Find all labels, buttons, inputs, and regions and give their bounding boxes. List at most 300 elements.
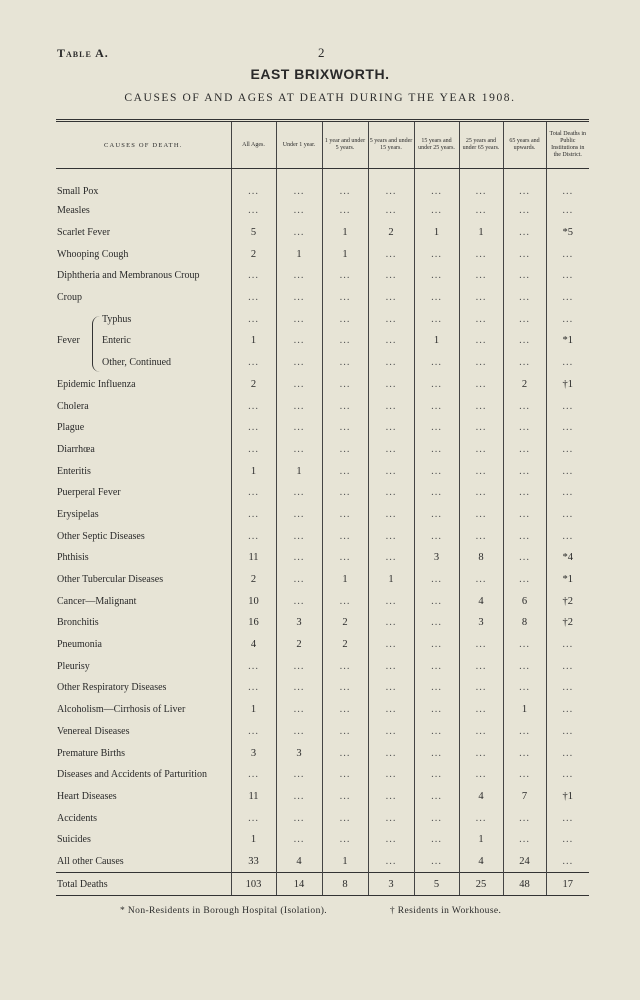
value-cell: ... bbox=[503, 222, 546, 244]
value-cell: ... bbox=[546, 482, 589, 504]
table-row bbox=[56, 222, 589, 244]
table-row bbox=[56, 612, 589, 634]
value-cell: ... bbox=[276, 417, 322, 439]
value-cell: ... bbox=[368, 169, 414, 201]
value-cell: ... bbox=[368, 655, 414, 677]
value-cell: 2 bbox=[503, 374, 546, 396]
value-cell: ... bbox=[276, 807, 322, 829]
value-cell: ... bbox=[368, 677, 414, 699]
value-cell: †2 bbox=[546, 612, 589, 634]
value-cell: ... bbox=[503, 742, 546, 764]
cause-cell bbox=[56, 417, 231, 439]
value-cell: ... bbox=[322, 807, 368, 829]
value-cell: ... bbox=[459, 265, 503, 287]
value-cell: ... bbox=[322, 829, 368, 851]
cause-cell bbox=[56, 169, 231, 201]
value-cell: ... bbox=[459, 308, 503, 330]
value-cell: ... bbox=[414, 699, 459, 721]
value-cell: 2 bbox=[368, 222, 414, 244]
table-row bbox=[56, 308, 589, 330]
cause-cell bbox=[56, 330, 231, 352]
value-cell: ... bbox=[414, 439, 459, 461]
column-header: Total Deaths in Public Institutions in the District. bbox=[546, 121, 589, 169]
value-cell: 2 bbox=[231, 569, 276, 591]
value-cell: ... bbox=[322, 265, 368, 287]
cause-label: Alcoholism—Cirrhosis of Liver bbox=[57, 704, 186, 716]
value-cell: ... bbox=[503, 439, 546, 461]
value-cell: ... bbox=[459, 352, 503, 374]
value-cell: ... bbox=[414, 352, 459, 374]
cause-cell bbox=[56, 439, 231, 461]
cause-label: Epidemic Influenza bbox=[57, 378, 136, 390]
value-cell: ... bbox=[368, 851, 414, 873]
cause-cell bbox=[56, 395, 231, 417]
value-cell: ... bbox=[503, 417, 546, 439]
cause-label: Pneumonia bbox=[57, 639, 102, 651]
total-row bbox=[56, 873, 589, 896]
value-cell: *4 bbox=[546, 547, 589, 569]
column-header: Under 1 year. bbox=[276, 121, 322, 169]
group-label: Fever bbox=[57, 335, 80, 347]
table-row bbox=[56, 460, 589, 482]
value-cell: ... bbox=[231, 439, 276, 461]
value-cell: *1 bbox=[546, 330, 589, 352]
value-cell: ... bbox=[368, 330, 414, 352]
value-cell: ... bbox=[322, 742, 368, 764]
value-cell: ... bbox=[414, 590, 459, 612]
value-cell: ... bbox=[414, 482, 459, 504]
table-row bbox=[56, 721, 589, 743]
value-cell: ... bbox=[503, 287, 546, 309]
value-cell: ... bbox=[322, 417, 368, 439]
table-row bbox=[56, 634, 589, 656]
value-cell: ... bbox=[459, 374, 503, 396]
column-header: 65 years and upwards. bbox=[503, 121, 546, 169]
table-row bbox=[56, 569, 589, 591]
cause-cell bbox=[56, 634, 231, 656]
table-row bbox=[56, 786, 589, 808]
value-cell: ... bbox=[414, 243, 459, 265]
cause-cell bbox=[56, 829, 231, 851]
column-header: 15 years and under 25 years. bbox=[414, 121, 459, 169]
column-header: CAUSES OF DEATH. bbox=[56, 121, 231, 169]
value-cell: ... bbox=[368, 742, 414, 764]
value-cell: ... bbox=[546, 655, 589, 677]
value-cell: ... bbox=[276, 308, 322, 330]
cause-cell bbox=[56, 200, 231, 222]
value-cell: ... bbox=[546, 807, 589, 829]
value-cell: ... bbox=[368, 504, 414, 526]
value-cell: ... bbox=[546, 851, 589, 873]
cause-label: Typhus bbox=[102, 313, 132, 325]
value-cell: ... bbox=[368, 243, 414, 265]
value-cell: ... bbox=[503, 525, 546, 547]
table-row bbox=[56, 764, 589, 786]
value-cell: ... bbox=[503, 460, 546, 482]
table-row bbox=[56, 851, 589, 873]
cause-label: Heart Diseases bbox=[57, 790, 117, 802]
column-header: 25 years and under 65 years. bbox=[459, 121, 503, 169]
value-cell: ... bbox=[276, 569, 322, 591]
cause-cell bbox=[56, 547, 231, 569]
value-cell: 4 bbox=[459, 786, 503, 808]
cause-label: Bronchitis bbox=[57, 617, 99, 629]
table-row bbox=[56, 547, 589, 569]
value-cell: 4 bbox=[459, 590, 503, 612]
cause-label: Accidents bbox=[57, 812, 97, 824]
cause-label: Other Tubercular Diseases bbox=[57, 574, 164, 586]
value-cell: ... bbox=[459, 330, 503, 352]
table-row bbox=[56, 807, 589, 829]
value-cell: ... bbox=[276, 764, 322, 786]
table-row bbox=[56, 169, 589, 201]
value-cell: ... bbox=[414, 655, 459, 677]
value-cell: ... bbox=[546, 417, 589, 439]
value-cell: ... bbox=[459, 807, 503, 829]
value-cell: ... bbox=[368, 525, 414, 547]
cause-cell bbox=[56, 612, 231, 634]
value-cell: ... bbox=[503, 764, 546, 786]
value-cell: ... bbox=[414, 395, 459, 417]
value-cell: ... bbox=[503, 482, 546, 504]
value-cell: ... bbox=[368, 699, 414, 721]
value-cell: ... bbox=[546, 243, 589, 265]
table-row bbox=[56, 265, 589, 287]
value-cell: ... bbox=[322, 439, 368, 461]
value-cell: ... bbox=[546, 352, 589, 374]
cause-label: Diarrhœa bbox=[57, 443, 95, 455]
cause-cell bbox=[56, 655, 231, 677]
value-cell: ... bbox=[276, 547, 322, 569]
value-cell: 1 bbox=[231, 330, 276, 352]
value-cell: ... bbox=[414, 677, 459, 699]
value-cell: ... bbox=[368, 721, 414, 743]
footnotes bbox=[120, 906, 561, 916]
column-header: 1 year and under 5 years. bbox=[322, 121, 368, 169]
value-cell: 3 bbox=[459, 612, 503, 634]
value-cell: ... bbox=[459, 243, 503, 265]
value-cell: ... bbox=[322, 482, 368, 504]
cause-label: Diphtheria and Membranous Croup bbox=[57, 270, 200, 282]
table-row bbox=[56, 525, 589, 547]
value-cell: 3 bbox=[276, 742, 322, 764]
cause-cell bbox=[56, 721, 231, 743]
value-cell: ... bbox=[503, 677, 546, 699]
value-cell: ... bbox=[414, 829, 459, 851]
value-cell: 1 bbox=[231, 829, 276, 851]
footnote-asterisk: * Non-Residents in Borough Hospital (Isolation). bbox=[120, 906, 328, 916]
cause-label: Phthisis bbox=[57, 552, 89, 564]
cause-label: Croup bbox=[57, 292, 82, 304]
value-cell: 1 bbox=[414, 330, 459, 352]
value-cell: ... bbox=[546, 265, 589, 287]
cause-label: Other, Continued bbox=[102, 357, 172, 369]
value-cell: ... bbox=[368, 612, 414, 634]
value-cell: ... bbox=[459, 460, 503, 482]
value-cell: ... bbox=[231, 169, 276, 201]
value-cell: ... bbox=[368, 786, 414, 808]
value-cell: ... bbox=[546, 200, 589, 222]
value-cell: ... bbox=[322, 764, 368, 786]
value-cell: ... bbox=[503, 829, 546, 851]
value-cell: ... bbox=[503, 352, 546, 374]
value-cell: ... bbox=[459, 395, 503, 417]
cause-label: Diseases and Accidents of Parturition bbox=[57, 769, 207, 781]
value-cell: ... bbox=[368, 308, 414, 330]
value-cell: 1 bbox=[322, 222, 368, 244]
value-cell: ... bbox=[414, 417, 459, 439]
value-cell: 33 bbox=[231, 851, 276, 873]
value-cell: 3 bbox=[231, 742, 276, 764]
value-cell: ... bbox=[414, 807, 459, 829]
value-cell: ... bbox=[546, 460, 589, 482]
total-value-cell: 3 bbox=[368, 873, 414, 896]
document-title: EAST BRIXWORTH. bbox=[250, 66, 390, 82]
value-cell: ... bbox=[546, 169, 589, 201]
header-row bbox=[56, 121, 589, 169]
total-value-cell: 5 bbox=[414, 873, 459, 896]
cause-cell bbox=[56, 504, 231, 526]
value-cell: 2 bbox=[231, 374, 276, 396]
table-row bbox=[56, 243, 589, 265]
value-cell: ... bbox=[503, 547, 546, 569]
value-cell: 16 bbox=[231, 612, 276, 634]
cause-label: Whooping Cough bbox=[57, 248, 129, 260]
value-cell: 4 bbox=[231, 634, 276, 656]
value-cell: †1 bbox=[546, 786, 589, 808]
value-cell: 10 bbox=[231, 590, 276, 612]
value-cell: ... bbox=[276, 677, 322, 699]
value-cell: ... bbox=[276, 525, 322, 547]
value-cell: ... bbox=[276, 200, 322, 222]
table-row bbox=[56, 699, 589, 721]
total-value-cell: 25 bbox=[459, 873, 503, 896]
value-cell: ... bbox=[231, 525, 276, 547]
cause-label: Puerperal Fever bbox=[57, 487, 121, 499]
value-cell: ... bbox=[231, 764, 276, 786]
value-cell: ... bbox=[414, 525, 459, 547]
table-row bbox=[56, 742, 589, 764]
value-cell: 24 bbox=[503, 851, 546, 873]
cause-label: Erysipelas bbox=[57, 508, 99, 520]
value-cell: ... bbox=[546, 721, 589, 743]
cause-cell bbox=[56, 525, 231, 547]
cause-cell bbox=[56, 699, 231, 721]
value-cell: ... bbox=[414, 764, 459, 786]
value-cell: ... bbox=[546, 677, 589, 699]
value-cell: ... bbox=[322, 169, 368, 201]
value-cell: 4 bbox=[276, 851, 322, 873]
value-cell: ... bbox=[231, 200, 276, 222]
value-cell: ... bbox=[322, 308, 368, 330]
value-cell: 3 bbox=[414, 547, 459, 569]
value-cell: 1 bbox=[231, 460, 276, 482]
value-cell: 1 bbox=[459, 222, 503, 244]
value-cell: ... bbox=[414, 287, 459, 309]
cause-label: Small Pox bbox=[57, 186, 99, 197]
total-value-cell: 48 bbox=[503, 873, 546, 896]
value-cell: ... bbox=[459, 504, 503, 526]
cause-cell bbox=[56, 374, 231, 396]
value-cell: ... bbox=[368, 417, 414, 439]
value-cell: ... bbox=[231, 504, 276, 526]
value-cell: ... bbox=[503, 569, 546, 591]
value-cell: ... bbox=[414, 504, 459, 526]
cause-cell bbox=[56, 569, 231, 591]
table-row bbox=[56, 504, 589, 526]
cause-cell bbox=[56, 742, 231, 764]
value-cell: ... bbox=[231, 807, 276, 829]
value-cell: ... bbox=[368, 634, 414, 656]
value-cell: ... bbox=[459, 721, 503, 743]
cause-label: Cancer—Malignant bbox=[57, 595, 137, 607]
value-cell: *1 bbox=[546, 569, 589, 591]
value-cell: ... bbox=[503, 200, 546, 222]
value-cell: ... bbox=[276, 265, 322, 287]
value-cell: ... bbox=[546, 634, 589, 656]
value-cell: ... bbox=[503, 308, 546, 330]
value-cell: 2 bbox=[322, 634, 368, 656]
value-cell: ... bbox=[276, 352, 322, 374]
value-cell: ... bbox=[322, 786, 368, 808]
value-cell: ... bbox=[459, 417, 503, 439]
value-cell: ... bbox=[322, 699, 368, 721]
value-cell: 2 bbox=[276, 634, 322, 656]
value-cell: 1 bbox=[231, 699, 276, 721]
value-cell: ... bbox=[503, 634, 546, 656]
table-label: Table A. bbox=[57, 46, 109, 60]
value-cell: ... bbox=[231, 677, 276, 699]
total-value-cell: 103 bbox=[231, 873, 276, 896]
value-cell: ... bbox=[276, 482, 322, 504]
table-row bbox=[56, 829, 589, 851]
cause-cell bbox=[56, 243, 231, 265]
value-cell: ... bbox=[322, 287, 368, 309]
value-cell: ... bbox=[231, 287, 276, 309]
cause-cell bbox=[56, 677, 231, 699]
table-row bbox=[56, 287, 589, 309]
value-cell: ... bbox=[231, 395, 276, 417]
table-row bbox=[56, 677, 589, 699]
value-cell: ... bbox=[276, 504, 322, 526]
value-cell: ... bbox=[231, 655, 276, 677]
value-cell: 1 bbox=[322, 569, 368, 591]
value-cell: ... bbox=[231, 352, 276, 374]
value-cell: ... bbox=[368, 460, 414, 482]
table-row bbox=[56, 417, 589, 439]
column-header: All Ages. bbox=[231, 121, 276, 169]
value-cell: ... bbox=[459, 525, 503, 547]
value-cell: ... bbox=[368, 482, 414, 504]
value-cell: ... bbox=[503, 395, 546, 417]
value-cell: ... bbox=[414, 742, 459, 764]
value-cell: ... bbox=[459, 287, 503, 309]
value-cell: ... bbox=[459, 169, 503, 201]
value-cell: ... bbox=[459, 482, 503, 504]
cause-label: All other Causes bbox=[57, 855, 124, 867]
value-cell: ... bbox=[322, 655, 368, 677]
value-cell: ... bbox=[322, 677, 368, 699]
value-cell: ... bbox=[322, 330, 368, 352]
value-cell: ... bbox=[322, 547, 368, 569]
cause-cell bbox=[56, 308, 231, 330]
value-cell: 2 bbox=[322, 612, 368, 634]
cause-cell bbox=[56, 786, 231, 808]
value-cell: ... bbox=[546, 308, 589, 330]
total-label: Total Deaths bbox=[56, 873, 231, 896]
value-cell: ... bbox=[459, 677, 503, 699]
value-cell: ... bbox=[546, 764, 589, 786]
table-row bbox=[56, 439, 589, 461]
value-cell: ... bbox=[459, 764, 503, 786]
value-cell: ... bbox=[231, 482, 276, 504]
column-header: 5 years and under 15 years. bbox=[368, 121, 414, 169]
value-cell: 3 bbox=[276, 612, 322, 634]
value-cell: ... bbox=[546, 525, 589, 547]
value-cell: ... bbox=[276, 395, 322, 417]
value-cell: ... bbox=[503, 169, 546, 201]
value-cell: ... bbox=[322, 460, 368, 482]
value-cell: ... bbox=[459, 439, 503, 461]
value-cell: ... bbox=[276, 222, 322, 244]
value-cell: ... bbox=[414, 612, 459, 634]
value-cell: ... bbox=[503, 265, 546, 287]
value-cell: *5 bbox=[546, 222, 589, 244]
value-cell: ... bbox=[503, 504, 546, 526]
document-subtitle: CAUSES OF AND AGES AT DEATH DURING THE YEAR 1908. bbox=[124, 92, 516, 104]
cause-label: Scarlet Fever bbox=[57, 227, 111, 239]
cause-label: Enteric bbox=[102, 335, 131, 347]
value-cell: 1 bbox=[459, 829, 503, 851]
cause-cell bbox=[56, 265, 231, 287]
cause-label: Other Respiratory Diseases bbox=[57, 682, 167, 694]
table-row bbox=[56, 352, 589, 374]
value-cell: 1 bbox=[414, 222, 459, 244]
value-cell: ... bbox=[414, 169, 459, 201]
table-row bbox=[56, 330, 589, 352]
cause-label: Cholera bbox=[57, 400, 89, 412]
cause-cell bbox=[56, 352, 231, 374]
value-cell: ... bbox=[231, 721, 276, 743]
cause-cell bbox=[56, 482, 231, 504]
cause-label: Enteritis bbox=[57, 465, 91, 477]
table-row bbox=[56, 590, 589, 612]
cause-label: Other Septic Diseases bbox=[57, 530, 145, 542]
value-cell: ... bbox=[546, 439, 589, 461]
cause-cell bbox=[56, 851, 231, 873]
value-cell: ... bbox=[459, 200, 503, 222]
value-cell: ... bbox=[276, 287, 322, 309]
value-cell: ... bbox=[322, 590, 368, 612]
value-cell: 7 bbox=[503, 786, 546, 808]
value-cell: ... bbox=[546, 504, 589, 526]
value-cell: ... bbox=[414, 721, 459, 743]
value-cell: ... bbox=[322, 374, 368, 396]
value-cell: ... bbox=[322, 395, 368, 417]
value-cell: ... bbox=[368, 352, 414, 374]
table-row bbox=[56, 200, 589, 222]
value-cell: 1 bbox=[322, 243, 368, 265]
cause-cell bbox=[56, 287, 231, 309]
value-cell: ... bbox=[276, 590, 322, 612]
value-cell: ... bbox=[414, 786, 459, 808]
value-cell: ... bbox=[322, 504, 368, 526]
value-cell: ... bbox=[231, 308, 276, 330]
value-cell: ... bbox=[231, 265, 276, 287]
value-cell: †2 bbox=[546, 590, 589, 612]
value-cell: ... bbox=[276, 786, 322, 808]
cause-label: Premature Births bbox=[57, 747, 126, 759]
